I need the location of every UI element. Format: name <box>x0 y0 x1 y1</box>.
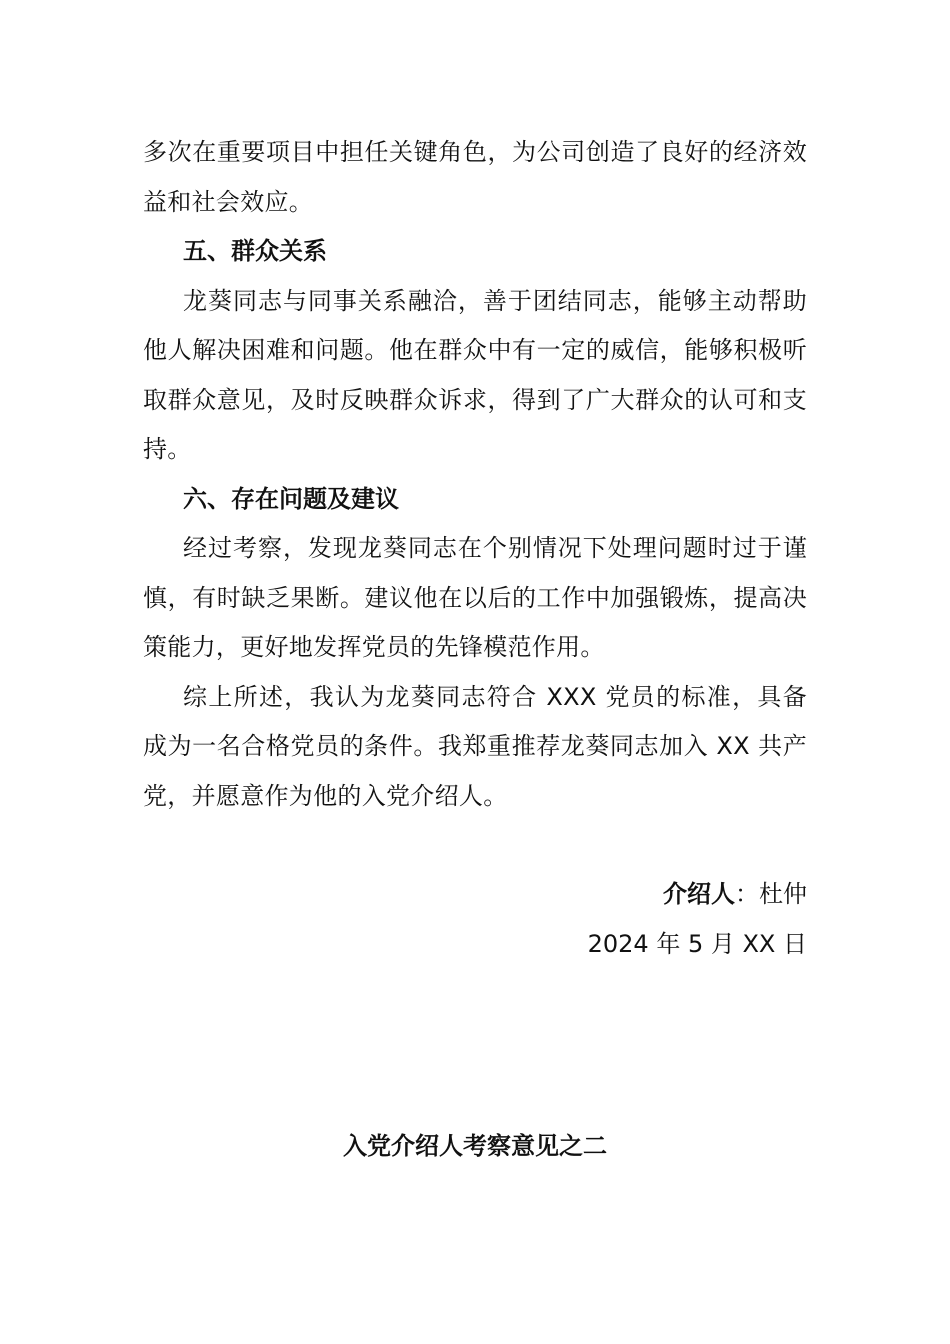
section-heading-problems-suggestions: 六、存在问题及建议 <box>183 484 399 513</box>
next-document-title: 入党介绍人考察意见之二 <box>343 1132 607 1160</box>
section-heading-mass-relations: 五、群众关系 <box>183 237 327 265</box>
signature-separator: ： <box>735 880 759 908</box>
document-body <box>143 128 807 969</box>
paragraph-problems-suggestions: 经过考察，发现龙葵同志在个别情况下处理问题时过于谨慎，有时缺乏果断。建议他在以后的工作中加强锻炼，提高决策能力，更好地发挥党员的先锋模范作用。 <box>143 534 807 661</box>
paragraph-conclusion: 综上所述，我认为龙葵同志符合 XXX 党员的标准，具备成为一名合格党员的条件。我郑重推荐龙葵同志加入 XX 共产党，并愿意作为他的入党介绍人。 <box>143 682 807 810</box>
signature-label: 介绍人 <box>663 880 735 908</box>
signature-line <box>143 870 807 920</box>
spacer <box>143 821 807 870</box>
signature-date: 2024 年 5 月 XX 日 <box>587 929 807 958</box>
paragraph-continuation: 多次在重要项目中担任关键角色，为公司创造了良好的经济效益和社会效应。 <box>143 138 807 216</box>
signature-name: 杜仲 <box>759 880 807 908</box>
paragraph-mass-relations: 龙葵同志与同事关系融洽，善于团结同志，能够主动帮助他人解决困难和问题。他在群众中有一定的威信，能够积极听取群众意见，及时反映群众诉求，得到了广大群众的认可和支持。 <box>143 286 807 463</box>
